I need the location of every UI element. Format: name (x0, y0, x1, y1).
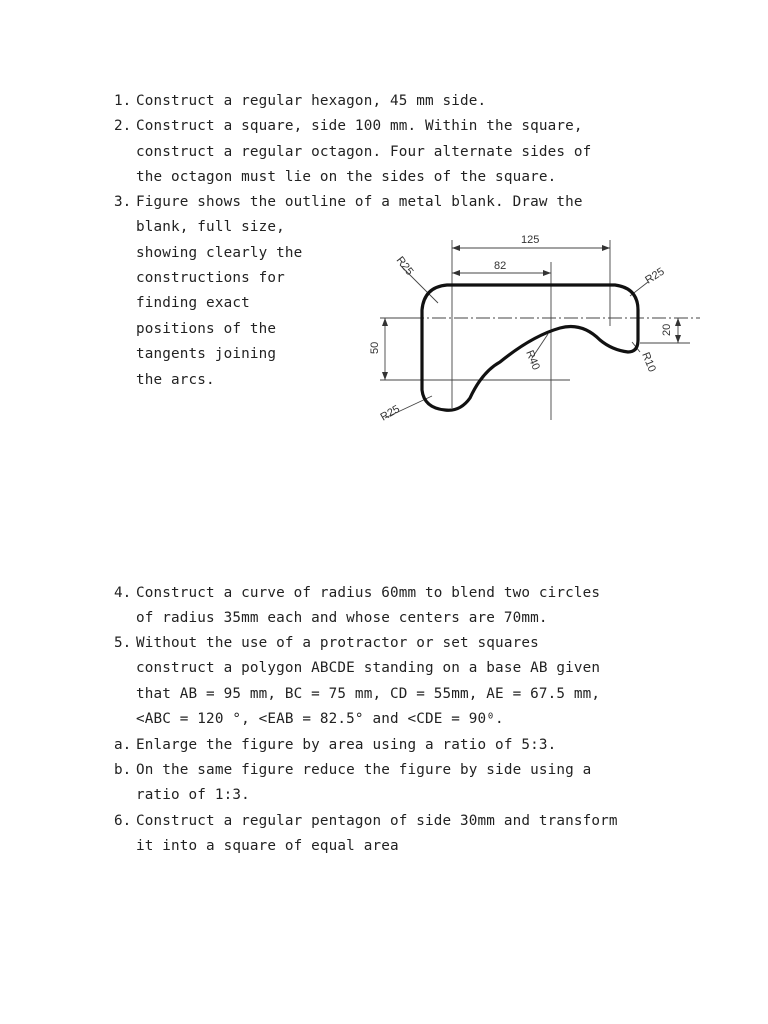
question-text: Construct a square, side 100 mm. Within the square, (136, 118, 583, 134)
question-text: tangents joining (136, 346, 277, 362)
dim-125-label: 125 (521, 234, 540, 246)
question-number: 5. (114, 635, 132, 651)
dim-50-label: 50 (369, 341, 381, 354)
metal-blank-figure (350, 228, 720, 438)
radius-r25-label: R25 (393, 254, 416, 278)
radius-r25-label: R25 (378, 403, 402, 424)
question-text: Construct a regular hexagon, 45 mm side. (136, 93, 487, 109)
question-text: Enlarge the figure by area using a ratio of 5:3. (136, 737, 557, 753)
question-text: Without the use of a protractor or set squares (136, 635, 539, 651)
question-number: 4. (114, 585, 132, 601)
question-text: it into a square of equal area (136, 838, 399, 854)
question-text: On the same figure reduce the figure by side using a (136, 762, 592, 778)
question-number: a. (114, 737, 132, 753)
question-text: <ABC = 120 °, <EAB = 82.5° and <CDE = 90⁰. (136, 711, 504, 727)
question-text: finding exact (136, 295, 250, 311)
question-text: blank, full size, (136, 219, 285, 235)
question-number: 1. (114, 93, 132, 109)
question-text: Figure shows the outline of a metal blank. Draw the (136, 194, 583, 210)
question-text: ratio of 1:3. (136, 787, 250, 803)
question-text: constructions for (136, 270, 285, 286)
radius-r10-label: R10 (639, 350, 658, 374)
question-text: of radius 35mm each and whose centers are 70mm. (136, 610, 548, 626)
question-text: Construct a curve of radius 60mm to blend two circles (136, 585, 601, 601)
question-number: 2. (114, 118, 132, 134)
question-text: positions of the (136, 321, 277, 337)
question-text: the octagon must lie on the sides of the square. (136, 169, 557, 185)
question-text: Construct a regular pentagon of side 30mm and transform (136, 813, 618, 829)
dim-20-label: 20 (661, 323, 673, 336)
radius-r40-label: R40 (523, 348, 542, 372)
question-text: construct a regular octagon. Four alternate sides of (136, 144, 592, 160)
question-text: construct a polygon ABCDE standing on a base AB given (136, 660, 601, 676)
question-number: 6. (114, 813, 132, 829)
question-text: that AB = 95 mm, BC = 75 mm, CD = 55mm, AE = 67.5 mm, (136, 686, 601, 702)
radius-r25-label: R25 (643, 265, 667, 287)
question-number: b. (114, 762, 132, 778)
question-text: the arcs. (136, 372, 215, 388)
question-number: 3. (114, 194, 132, 210)
dim-82-label: 82 (494, 260, 507, 272)
question-text: showing clearly the (136, 245, 303, 261)
